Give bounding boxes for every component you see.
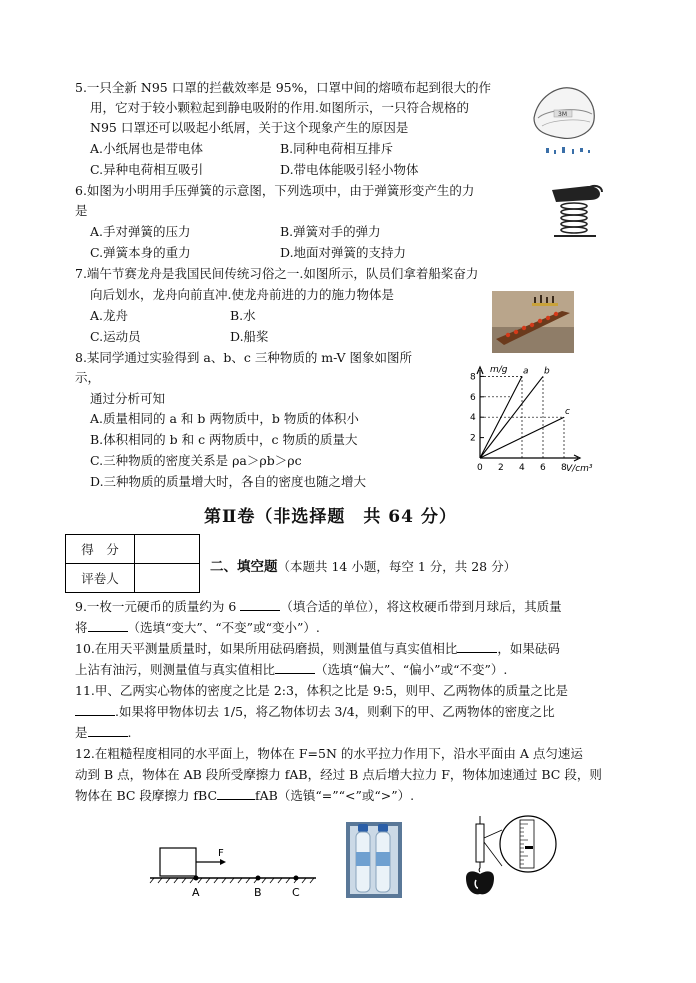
point-c-label: C <box>292 886 300 899</box>
q10-text-d: （选填“偏大”、“偏小”或“不变”）. <box>315 662 508 677</box>
q8-stem-line3: 通过分析可知 <box>90 391 166 406</box>
q11-text-b: .如果将甲物体切去 1/5，将乙物体切去 3/4，则剩下的甲、乙两物体的密度之比 <box>115 704 555 719</box>
x-tick-label: 8 <box>561 463 567 473</box>
q6-option-a: A.手对弹簧的压力 <box>90 224 191 239</box>
q5-option-d: D.带电体能吸引轻小物体 <box>280 162 419 177</box>
q5-stem-line2: 用，它对于较小颗粒起到静电吸附的作用.如图所示，一只符合规格的 <box>90 100 469 115</box>
q8-stem-line2: 示， <box>75 370 101 385</box>
q8-option-c: C.三种物质的密度关系是 ρa＞ρb＞ρc <box>90 453 302 468</box>
q10-text-a: 10.在用天平测量质量时，如果所用砝码磨损，则测量值与真实值相比 <box>75 641 458 656</box>
q6-option-b: B.弹簧对手的弹力 <box>280 224 381 239</box>
fill-blank-title: 二、填空题 <box>210 559 278 575</box>
q11-line3 <box>75 723 132 743</box>
fill-blank-note: （本题共 14 小题，每空 1 分，共 28 分） <box>277 559 517 574</box>
x-tick-label: 0 <box>477 463 483 473</box>
q11-text-c: 是 <box>75 725 88 740</box>
q6-stem-line1: 6.如图为小明用手压弹簧的示意图，下列选项中，由于弹簧形变产生的力 <box>75 183 475 198</box>
q8-stem-line1: 8.某同学通过实验得到 a、b、c 三种物质的 m-V 图象如图所 <box>75 350 412 365</box>
apple-spring-scale-figure <box>458 814 562 900</box>
q11-text-d: . <box>127 725 132 740</box>
q5-option-a: A.小纸屑也是带电体 <box>90 141 204 156</box>
x-tick-label: 4 <box>519 463 525 473</box>
y-tick-label: 4 <box>470 413 476 424</box>
q8-option-a: A.质量相同的 a 和 b 两物质中，b 物质的体积小 <box>90 411 359 426</box>
series-line-c <box>480 417 564 458</box>
grader-cell[interactable] <box>135 564 200 593</box>
q12-line3 <box>75 786 414 806</box>
section2-title: 第Ⅱ卷（非选择题 共 64 分） <box>204 507 457 527</box>
series-label-a: a <box>523 366 529 377</box>
series-label-c: c <box>565 407 570 418</box>
q10-line2 <box>75 660 507 680</box>
mask-brand-label: 3M <box>558 111 567 118</box>
force-label: F <box>218 848 224 859</box>
q6-option-c: C.弹簧本身的重力 <box>90 245 191 260</box>
two-bottles-figure <box>346 822 402 898</box>
q12-blank[interactable] <box>217 799 255 800</box>
point-a-label: A <box>192 886 200 899</box>
q11-blank-1[interactable] <box>75 715 115 716</box>
q10-blank-2[interactable] <box>275 673 315 674</box>
y-tick-label: 2 <box>470 433 476 444</box>
q7-option-d: D.船桨 <box>230 329 269 344</box>
q9-text-c: 将 <box>75 620 88 635</box>
q5-stem-line1: 5.一只全新 N95 口罩的拦截效率是 95%，口罩中间的熔喷布起到很大的作 <box>75 80 491 95</box>
q6-stem-line2: 是 <box>75 203 88 218</box>
q7-option-a: A.龙舟 <box>90 308 129 323</box>
series-line-a <box>480 376 522 458</box>
q5-option-b: B.同种电荷相互排斥 <box>280 141 394 156</box>
q12-line1: 12.在粗糙程度相同的水平面上，物体在 F=5N 的水平拉力作用下，沿水平面由 A 点匀速运 <box>75 746 583 761</box>
q9-line2 <box>75 618 320 638</box>
q7-option-b: B.水 <box>230 308 256 323</box>
mv-graph <box>462 362 612 474</box>
fill-blank-heading <box>210 555 516 575</box>
spring-scale <box>476 824 484 862</box>
q9-blank-1[interactable] <box>240 610 280 611</box>
y-tick-label: 8 <box>470 372 476 383</box>
q9-text-b: （填合适的单位），将这枚硬币带到月球后，其质量 <box>280 599 562 614</box>
apple-icon <box>466 871 494 894</box>
q9-blank-2[interactable] <box>88 631 128 632</box>
series-label-b: b <box>544 366 550 377</box>
hand-spring-figure <box>548 180 606 242</box>
q7-option-c: C.运动员 <box>90 329 141 344</box>
q8-option-b: B.体积相同的 b 和 c 两物质中，c 物质的质量大 <box>90 432 358 447</box>
q12-line2: 动到 B 点，物体在 AB 段所受摩擦力 fAB，经过 B 点后增大拉力 F，物体加速通过 BC 段，则 <box>75 767 602 782</box>
q12-text-a: 物体在 BC 段摩擦力 fBC <box>75 788 218 803</box>
score-cell[interactable] <box>135 535 200 564</box>
q10-line1 <box>75 639 560 659</box>
q7-stem-line2: 向后划水，龙舟向前直冲.使龙舟前进的力的施力物体是 <box>90 287 394 302</box>
x-axis-label: V/cm³ <box>566 464 593 474</box>
q9-text-d: （选填“变大”、“不变”或“变小”）. <box>127 620 320 635</box>
block <box>160 848 196 876</box>
block-force-figure <box>148 838 320 900</box>
q9-text-a: 9.一枚一元硬币的质量约为 6 <box>75 599 241 614</box>
grader-label: 评卷人 <box>66 564 135 593</box>
q10-blank-1[interactable] <box>457 652 497 653</box>
score-label: 得 分 <box>66 535 135 564</box>
q7-stem-line1: 7.端午节赛龙舟是我国民间传统习俗之一.如图所示，队员们拿着船桨奋力 <box>75 266 479 281</box>
q11-line1: 11.甲、乙两实心物体的密度之比是 2:3，体积之比是 9:5，则甲、乙两物体的质量之比是 <box>75 683 569 698</box>
q10-text-c: 上沾有油污，则测量值与真实值相比 <box>75 662 276 677</box>
x-tick-label: 6 <box>540 463 546 473</box>
q8-option-d: D.三种物质的质量增大时，各自的密度也随之增大 <box>90 474 367 489</box>
score-table <box>65 534 200 593</box>
point-b-label: B <box>254 886 262 899</box>
q6-option-d: D.地面对弹簧的支持力 <box>280 245 407 260</box>
q10-text-b: ，如果砝码 <box>497 641 560 656</box>
dragon-boat-photo <box>492 291 574 353</box>
q5-option-c: C.异种电荷相互吸引 <box>90 162 204 177</box>
q11-line2 <box>75 702 555 722</box>
force-arrow-icon <box>220 859 226 865</box>
q5-stem-line3: N95 口罩还可以吸起小纸屑，关于这个现象产生的原因是 <box>90 120 409 135</box>
y-axis-label: m/g <box>490 365 508 375</box>
n95-mask-figure <box>528 80 600 160</box>
y-tick-label: 6 <box>470 392 476 403</box>
q12-text-b: fAB（选镇“=”“<”或“>”）. <box>255 788 415 803</box>
q11-blank-2[interactable] <box>88 736 128 737</box>
x-tick-label: 2 <box>498 463 504 473</box>
q9-line1 <box>75 597 562 617</box>
